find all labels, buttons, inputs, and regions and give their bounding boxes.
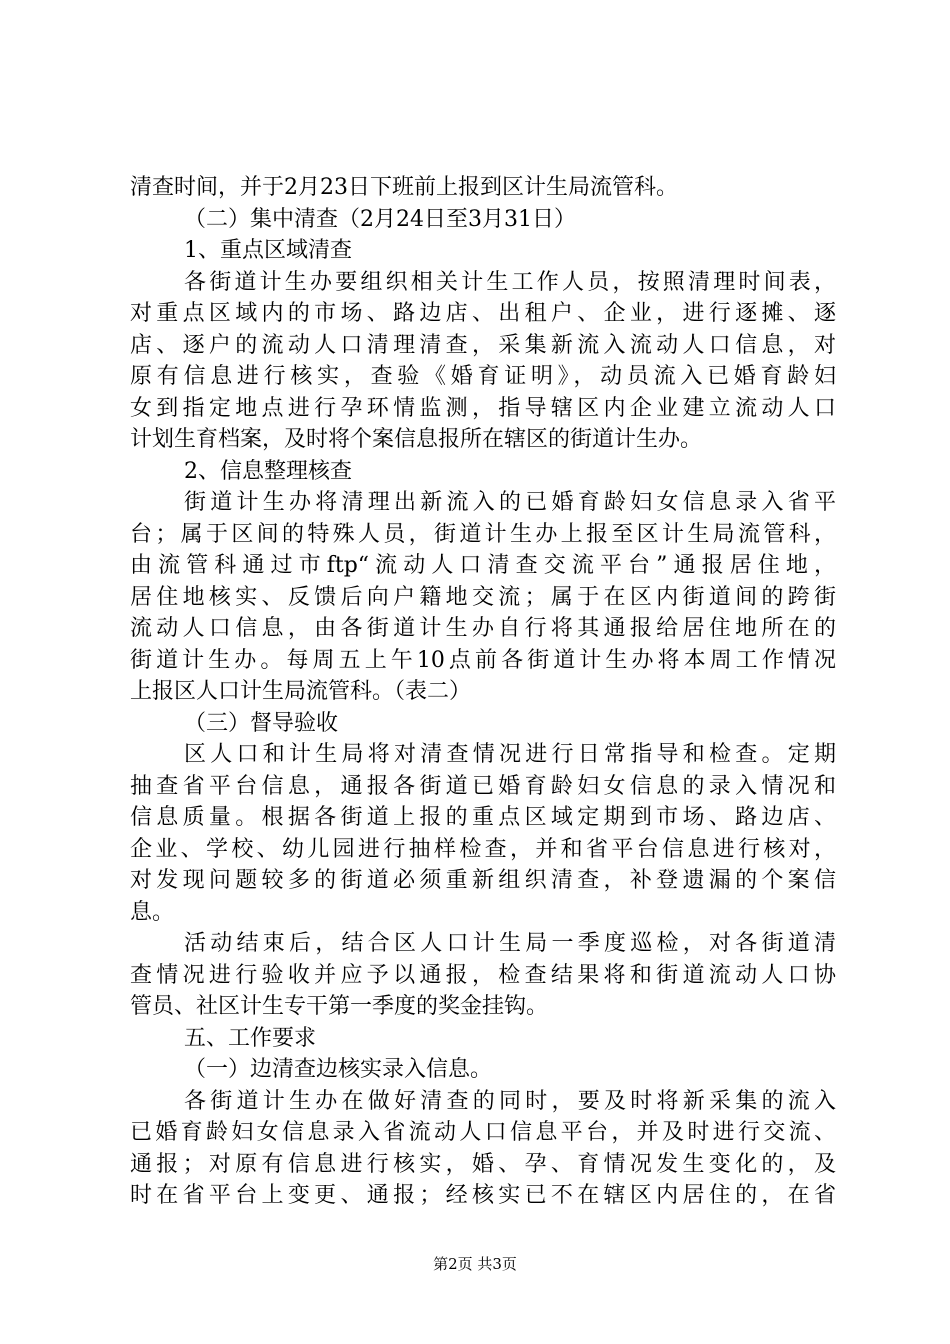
text-line: 街道计生办。每周五上午10点前各街道计生办将本周工作情况 xyxy=(130,647,836,673)
text-line: （二）集中清查（2月24日至3月31日） xyxy=(184,206,576,232)
text-line: 店、逐户的流动人口清理清查，采集新流入流动人口信息，对 xyxy=(130,332,836,358)
text-line: 息。 xyxy=(130,899,175,925)
text-line: 1、重点区域清查 xyxy=(184,238,352,263)
text-line: 2、信息整理核查 xyxy=(184,458,352,484)
text-line: 已婚育龄妇女信息录入省流动人口信息平台，并及时进行交流、 xyxy=(130,1120,836,1145)
text-line: 街道计生办将清理出新流入的已婚育龄妇女信息录入省平 xyxy=(184,490,836,515)
page-number-footer: 第2页 共3页 xyxy=(433,1255,517,1273)
text-line: （一）边清查边核实录入信息。 xyxy=(184,1057,493,1082)
document-body xyxy=(130,172,836,1212)
text-line: 活动结束后，结合区人口计生局一季度巡检，对各街道清 xyxy=(184,931,836,956)
text-line: 区人口和计生局将对清查情况进行日常指导和检查。定期 xyxy=(184,742,836,767)
text-line: 通报；对原有信息进行核实，婚、孕、育情况发生变化的，及 xyxy=(130,1151,836,1177)
text-line: 女到指定地点进行孕环情监测，指导辖区内企业建立流动人口 xyxy=(130,395,836,421)
text-line: 查情况进行验收并应予以通报，检查结果将和街道流动人口协 xyxy=(130,962,836,988)
text-line: （三）督导验收 xyxy=(184,710,339,736)
text-line: 清查时间，并于2月23日下班前上报到区计生局流管科。 xyxy=(130,175,678,200)
text-line: 流动人口信息，由各街道计生办自行将其通报给居住地所在的 xyxy=(130,616,836,641)
text-line: 对发现问题较多的街道必须重新组织清查，补登遗漏的个案信 xyxy=(130,868,836,893)
text-line: 五、工作要求 xyxy=(184,1025,317,1051)
text-line: 原有信息进行核实，查验《婚育证明》，动员流入已婚育龄妇 xyxy=(130,364,836,389)
text-line: 各街道计生办在做好清查的同时，要及时将新采集的流入 xyxy=(184,1088,836,1114)
text-line: 对重点区域内的市场、路边店、出租户、企业，进行逐摊、逐 xyxy=(130,301,836,326)
text-line: 企业、学校、幼儿园进行抽样检查，并和省平台信息进行核对， xyxy=(130,836,836,862)
text-line: 时在省平台上变更、通报；经核实已不在辖区内居住的，在省 xyxy=(130,1183,836,1208)
text-line: 计划生育档案，及时将个案信息报所在辖区的街道计生办。 xyxy=(130,427,703,452)
text-line: 信息质量。根据各街道上报的重点区域定期到市场、路边店、 xyxy=(130,805,836,830)
text-line: 由流管科通过市ftp“流动人口清查交流平台”通报居住地， xyxy=(130,553,836,578)
text-line: 抽查省平台信息，通报各街道已婚育龄妇女信息的录入情况和 xyxy=(130,773,836,799)
text-line: 上报区人口计生局流管科。（表二） xyxy=(130,679,472,704)
text-line: 居住地核实、反馈后向户籍地交流；属于在区内街道间的跨街 xyxy=(130,584,836,610)
text-line: 台；属于区间的特殊人员，街道计生办上报至区计生局流管科， xyxy=(130,521,836,547)
text-line: 各街道计生办要组织相关计生工作人员，按照清理时间表， xyxy=(184,269,836,295)
text-line: 管员、社区计生专干第一季度的奖金挂钩。 xyxy=(130,994,549,1019)
